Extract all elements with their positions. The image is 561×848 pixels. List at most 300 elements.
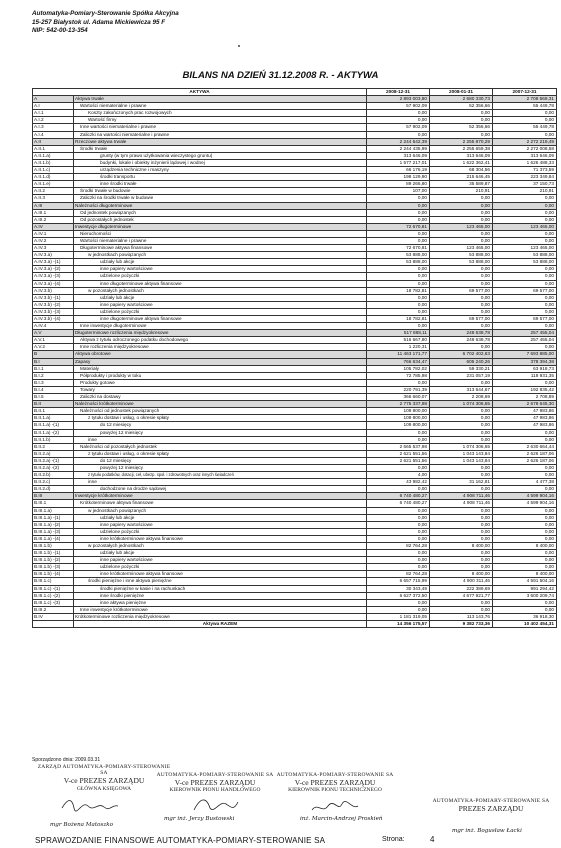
table-row [33,131,557,138]
row-value-2008-12-31: 0,00 [367,436,430,443]
row-code: A.II.1.e) [33,181,74,188]
row-label: Inne inwestycje krótkoterminowe [74,606,367,613]
row-value-2008-12-31: 2 244 542,39 [367,138,430,145]
row-value-2008-12-31: 0,00 [367,202,430,209]
row-value-2007-12-31: 0,00 [493,557,557,564]
row-label: Rzeczowe aktywa trwałe [74,138,367,145]
row-value-2008-01-31: 248 638,78 [430,330,493,337]
row-label: Inne rozliczenia międzyokresowe [74,344,367,351]
row-value-2007-12-31: 0,00 [493,486,557,493]
row-value-2007-12-31: 123 465,00 [493,245,557,252]
row-label: udzielone pożyczki [74,528,367,535]
row-value-2008-01-31: 123 465,00 [430,223,493,230]
row-value-2008-12-31: 57 902,09 [367,124,430,131]
row-code: B.III.1.a) -(3) [33,528,74,535]
row-value-2007-12-31: 4 599 904,16 [493,500,557,507]
scan-speck [238,45,240,47]
row-value-2007-12-31: 63 918,73 [493,365,557,372]
row-label: inne [74,436,367,443]
row-value-2008-01-31: 6 702 402,63 [430,351,493,358]
signature-far-name: mgr inż. Bogusław Łacki [452,828,522,834]
row-label: Zaliczki na dostawy [74,394,367,401]
row-value-2008-12-31: 0,00 [367,550,430,557]
row-value-2008-01-31: 9 382 733,36 [430,621,493,628]
row-label: do 12 miesięcy [74,422,367,429]
row-code: B.II.2 [33,443,74,450]
row-value-2008-12-31: 0,00 [367,110,430,117]
row-value-2008-01-31: 0,00 [430,464,493,471]
signature-left-scribble [60,796,120,814]
row-value-2007-12-31: 0,00 [493,308,557,315]
row-code: A.IV.1 [33,230,74,237]
table-row [33,415,557,422]
row-code: A.V.2 [33,344,74,351]
table-row [33,330,557,337]
row-value-2008-12-31: 198 129,90 [367,174,430,181]
row-label: inne papiery wartościowe [74,266,367,273]
row-label: inne papiery wartościowe [74,301,367,308]
row-value-2007-12-31: 0,00 [493,379,557,386]
row-value-2008-12-31: 0,00 [367,599,430,606]
row-label: Półprodukty i produkty w toku [74,372,367,379]
row-label: w jednostkach powiązanych [74,507,367,514]
row-label: Krótkoterminowe aktywa finansowe [74,500,367,507]
row-label: Należności krótkoterminowe [74,401,367,408]
row-value-2008-01-31: 1 043 143,84 [430,457,493,464]
row-value-2008-01-31: 0,00 [430,514,493,521]
table-row [33,195,557,202]
row-value-2007-12-31: 118 931,35 [493,372,557,379]
row-value-2008-12-31: 0,00 [367,280,430,287]
row-code [33,621,74,628]
row-code: A.I.4 [33,131,74,138]
row-value-2008-12-31: 2 621 551,56 [367,450,430,457]
row-value-2008-01-31: 0,00 [430,486,493,493]
row-code: B.III.1 [33,500,74,507]
row-value-2008-12-31: 1 181 319,05 [367,613,430,620]
row-code: B.II.2.b) [33,472,74,479]
document-title: BILANS NA DZIEŃ 31.12.2008 R. - AKTYWA [182,70,379,81]
table-row [33,110,557,117]
row-value-2007-12-31: 2 272 219,49 [493,138,557,145]
table-row [33,145,557,152]
row-value-2008-01-31: 0,00 [430,294,493,301]
row-code: B.III.1.b) -(4) [33,571,74,578]
row-value-2008-01-31: 52 356,66 [430,124,493,131]
row-label: środki transportu [74,174,367,181]
row-code: B.I.5 [33,394,74,401]
row-value-2007-12-31: 0,00 [493,131,557,138]
table-row [33,457,557,464]
row-label: w pozostałych jednostkach [74,287,367,294]
row-value-2007-12-31: 71 373,59 [493,167,557,174]
row-code: A.IV.3.a) -(4) [33,280,74,287]
table-row [33,479,557,486]
table-row [33,159,557,166]
row-value-2008-01-31: 2 208,69 [430,394,493,401]
row-code: A.IV.3.b) [33,287,74,294]
row-value-2008-12-31: 0,00 [367,557,430,564]
row-value-2008-01-31: 0,00 [430,131,493,138]
signature-right-scribble [310,800,360,816]
row-value-2008-01-31: 1 043 143,84 [430,450,493,457]
row-value-2008-01-31: 4 900 311,46 [430,578,493,585]
row-code: B.III.1.b) -(1) [33,550,74,557]
row-value-2008-12-31: 72 670,81 [367,223,430,230]
row-value-2008-01-31: 0,00 [430,273,493,280]
row-label: urządzenia techniczne i maszyny [74,167,367,174]
row-value-2007-12-31: 69 577,00 [493,287,557,294]
row-code: B.III.1.b) -(2) [33,557,74,564]
row-label: udziały lub akcje [74,259,367,266]
table-row [33,606,557,613]
row-code: B.III.2 [33,606,74,613]
row-label: Produkty gotowe [74,379,367,386]
row-value-2007-12-31: 0,00 [493,535,557,542]
row-label: środki pieniężne i inne aktywa pieniężne [74,578,367,585]
row-label: Inne inwestycje długoterminowe [74,323,367,330]
row-value-2007-12-31: 0,00 [493,110,557,117]
row-value-2008-01-31: 52 356,66 [430,103,493,110]
row-code: B.II.2.a) [33,450,74,457]
row-label: inne papiery wartościowe [74,521,367,528]
row-code: B.III.1.a) -(4) [33,535,74,542]
row-code: A.IV.3.b) -(3) [33,308,74,315]
page-label: Strona: [382,836,405,843]
row-value-2007-12-31: 0,00 [493,528,557,535]
row-value-2008-12-31: 0,00 [367,564,430,571]
table-row [33,543,557,550]
stamp-right-line3: KIEROWNIK PIONU TECHNICZNEGO [288,787,382,793]
row-label: inne krótkoterminowe aktywa finansowe [74,571,367,578]
row-value-2007-12-31: 0,00 [493,209,557,216]
table-row [33,152,557,159]
row-label: budynki, lokale i obiekty inżynierii lądowej i wodnej [74,159,367,166]
row-value-2008-12-31: 6 627 372,50 [367,592,430,599]
row-value-2007-12-31: 4 599 904,16 [493,493,557,500]
row-value-2007-12-31: 0,00 [493,550,557,557]
row-value-2008-01-31: 113 143,76 [430,613,493,620]
row-label: inne długoterminowe aktywa finansowe [74,280,367,287]
row-code: A.I.1 [33,110,74,117]
row-value-2008-01-31: 0,00 [430,216,493,223]
row-value-2008-12-31: 0,00 [367,216,430,223]
row-value-2007-12-31: 2 678 645,30 [493,401,557,408]
row-label: Towary [74,386,367,393]
signature-middle-scribble [190,794,240,816]
row-value-2007-12-31: 0,00 [493,237,557,244]
row-value-2007-12-31: 1 626 488,33 [493,159,557,166]
signature-left-name: mgr Bożena Matoszko [50,822,114,828]
row-value-2007-12-31: 0,00 [493,202,557,209]
row-value-2007-12-31: 0,00 [493,230,557,237]
row-label: powyżej 12 miesięcy [74,429,367,436]
table-row [33,429,557,436]
row-value-2007-12-31: 2 630 664,44 [493,443,557,450]
row-value-2007-12-31: 10 402 454,31 [493,621,557,628]
row-value-2008-01-31: 0,00 [430,472,493,479]
table-row [33,216,557,223]
row-value-2007-12-31: 8 400,00 [493,571,557,578]
row-value-2007-12-31: 4 591 504,16 [493,578,557,585]
row-label: Koszty zakończonych prac rozwojowych [74,110,367,117]
row-value-2008-01-31: 35 589,87 [430,181,493,188]
row-code: A.II.1.d) [33,174,74,181]
row-code: A.IV [33,223,74,230]
row-value-2008-12-31: 0,00 [367,535,430,542]
row-value-2008-01-31: 0,00 [430,110,493,117]
table-row [33,372,557,379]
row-label: Długoterminowe rozliczenia międzyokresowe [74,330,367,337]
row-value-2008-12-31: 0,00 [367,195,430,202]
row-value-2007-12-31: 0,00 [493,429,557,436]
row-value-2008-12-31: 4,00 [367,472,430,479]
row-code: A.II.1.c) [33,167,74,174]
row-value-2008-12-31: 0,00 [367,273,430,280]
row-label: Od pozostałych jednostek [74,216,367,223]
row-value-2007-12-31: 0,00 [493,507,557,514]
row-code: B [33,351,74,358]
row-label: Środki trwałe [74,145,367,152]
company-name: Automatyka-Pomiary-Sterowanie Spółka Akcyjna [32,10,179,17]
row-label: Aktywa z tytułu odroczonego podatku dochodowego [74,337,367,344]
row-value-2008-12-31: 18 782,81 [367,287,430,294]
row-value-2008-12-31: 2 665 537,98 [367,443,430,450]
row-code: B.II.2.d) [33,486,74,493]
row-value-2007-12-31: 0,00 [493,606,557,613]
row-code: A.IV.3 [33,245,74,252]
row-value-2007-12-31: 192 835,42 [493,386,557,393]
row-value-2008-01-31: 0,00 [430,415,493,422]
row-label: inne środki trwałe [74,181,367,188]
table-row [33,316,557,323]
row-value-2008-01-31: 313 646,09 [430,152,493,159]
row-code: B.I.3 [33,379,74,386]
row-value-2007-12-31: 0,00 [493,464,557,471]
row-label: z tytułu podatków, dotacji, ceł, ubezp. społ. i zdrowotnych oraz innych świadczeń [74,472,367,479]
row-value-2007-12-31: 2 272 008,58 [493,145,557,152]
stamp-far-line1: AUTOMATYKA-POMIARY-STEROWANIE SA [432,798,550,804]
row-value-2008-01-31: 0,00 [430,379,493,386]
row-value-2007-12-31: 378 394,38 [493,358,557,365]
row-value-2007-12-31: 0,00 [493,521,557,528]
row-value-2008-12-31: 57 902,09 [367,103,430,110]
table-row [33,358,557,365]
row-value-2008-12-31: 0,00 [367,301,430,308]
row-label: powyżej 12 miesięcy [74,464,367,471]
row-label: Należności długoterminowe [74,202,367,209]
header-col-3: 2007-12-31 [493,89,557,96]
row-value-2008-01-31: 0,00 [430,436,493,443]
row-code: B.III [33,493,74,500]
prepared-date: Sporządzono dnia: 2009.03.31 [32,757,101,763]
table-row [33,599,557,606]
row-value-2008-01-31: 31 162,81 [430,479,493,486]
row-value-2008-12-31: 82 764,28 [367,571,430,578]
table-row [33,301,557,308]
header-col-1: 2008-12-31 [367,89,430,96]
row-value-2008-01-31: 0,00 [430,117,493,124]
signature-right-name: inż. Marcin-Andrzej Proskień [300,816,383,822]
row-value-2008-12-31: 0,00 [367,237,430,244]
row-value-2008-12-31: 18 782,81 [367,316,430,323]
row-label: Wartość firmy [74,117,367,124]
row-value-2008-12-31: 0,00 [367,528,430,535]
row-value-2008-12-31: 0,00 [367,308,430,315]
row-label: z tytułu dostaw i usług, o okresie spłaty [74,415,367,422]
row-value-2007-12-31: 4 477,38 [493,479,557,486]
table-row [33,528,557,535]
row-value-2008-01-31: 0,00 [430,422,493,429]
row-label: inne środki pieniężne [74,592,367,599]
row-value-2008-12-31: 2 775 337,98 [367,401,430,408]
row-value-2008-01-31: 4 677 921,77 [430,592,493,599]
stamp-right-line2: V-ce PREZES ZARZĄDU [294,778,376,787]
table-row [33,401,557,408]
row-value-2008-01-31: 0,00 [430,195,493,202]
row-label: Środki trwałe w budowie [74,188,367,195]
table-row [33,117,557,124]
table-row [33,613,557,620]
row-value-2008-12-31: 0,00 [367,606,430,613]
row-value-2008-01-31: 0,00 [430,344,493,351]
row-value-2008-12-31: 14 356 175,57 [367,621,430,628]
row-value-2007-12-31: 55 449,78 [493,103,557,110]
row-value-2008-01-31: 0,00 [430,429,493,436]
row-value-2008-01-31: 53 888,00 [430,259,493,266]
row-value-2008-12-31: 0,00 [367,117,430,124]
row-value-2008-12-31: 43 982,42 [367,479,430,486]
row-value-2007-12-31: 36 918,30 [493,613,557,620]
row-value-2008-12-31: 6 657 715,99 [367,578,430,585]
row-value-2008-12-31: 2 893 003,80 [367,96,430,103]
stamp-far-line2: PREZES ZARZĄDU [458,804,524,813]
row-value-2008-01-31: 68 304,56 [430,167,493,174]
table-row [33,245,557,252]
row-value-2008-12-31: 0,00 [367,464,430,471]
row-code: B.II.2.c) [33,479,74,486]
row-value-2008-12-31: 30 343,49 [367,585,430,592]
table-row [33,202,557,209]
row-value-2008-12-31: 766 634,47 [367,358,430,365]
balance-table-body [33,89,557,628]
row-value-2008-12-31: 0,00 [367,507,430,514]
header-label: AKTYWA [33,89,367,96]
row-code: A.IV.3.a) -(3) [33,273,74,280]
row-code: A.V.1 [33,337,74,344]
row-value-2008-01-31: 1 622 362,41 [430,159,493,166]
row-value-2008-12-31: 0,00 [367,429,430,436]
table-row [33,592,557,599]
row-label: Zapasy [74,358,367,365]
row-code: B.III.1.c) -(2) [33,592,74,599]
row-value-2008-01-31: 0,00 [430,550,493,557]
table-row [33,344,557,351]
row-code: B.III.1.b) -(3) [33,564,74,571]
row-value-2007-12-31: 47 983,86 [493,422,557,429]
row-code: A.IV.3.a) -(2) [33,266,74,273]
row-code: A.III [33,202,74,209]
row-label: inne długoterminowe aktywa finansowe [74,316,367,323]
table-row [33,237,557,244]
row-code: A.I.3 [33,124,74,131]
row-code: A.III.1 [33,209,74,216]
row-code: B.I.2 [33,372,74,379]
table-header-row [33,89,557,96]
company-address: 15-257 Białystok ul. Adama Mickiewicza 95 F [32,18,166,26]
row-code: A [33,96,74,103]
report-footer-title: SPRAWOZDANIE FINANSOWE AUTOMATYKA-POMIARY-STEROWANIE SA [35,836,326,845]
row-value-2008-01-31: 0,00 [430,237,493,244]
row-value-2008-12-31: 72 670,81 [367,245,430,252]
table-row [33,365,557,372]
table-row [33,585,557,592]
row-value-2008-12-31: 53 888,00 [367,252,430,259]
row-value-2007-12-31: 7 693 885,00 [493,351,557,358]
table-row [33,557,557,564]
row-code: A.IV.2 [33,237,74,244]
row-value-2008-12-31: 0,00 [367,514,430,521]
row-value-2007-12-31: 55 449,78 [493,124,557,131]
row-label: udzielone pożyczki [74,308,367,315]
row-value-2007-12-31: 0,00 [493,436,557,443]
table-row [33,379,557,386]
row-code: B.II.1.a) -(1) [33,422,74,429]
row-label: Nieruchomości [74,230,367,237]
table-row [33,337,557,344]
row-value-2008-01-31: 4 908 711,46 [430,500,493,507]
row-value-2007-12-31: 69 577,00 [493,316,557,323]
table-row [33,472,557,479]
table-row [33,500,557,507]
row-value-2007-12-31: 37 150,73 [493,181,557,188]
row-value-2007-12-31: 8 400,00 [493,543,557,550]
stamp-middle-line1: AUTOMATYKA-POMIARY-STEROWANIE SA [156,772,274,778]
row-value-2007-12-31: 0,00 [493,273,557,280]
row-value-2008-01-31: 0,00 [430,230,493,237]
table-row [33,493,557,500]
table-row [33,230,557,237]
row-value-2008-12-31: 53 888,00 [367,259,430,266]
row-label: Aktywa RAZEM [74,621,367,628]
row-value-2008-12-31: 220 791,39 [367,386,430,393]
table-row [33,351,557,358]
row-label: inne krótkoterminowe aktywa finansowe [74,535,367,542]
table-row [33,223,557,230]
table-row [33,408,557,415]
row-value-2007-12-31: 0,00 [493,514,557,521]
row-code: A.IV.4 [33,323,74,330]
row-value-2008-12-31: 109 800,00 [367,415,430,422]
row-value-2007-12-31: 2 708 569,31 [493,96,557,103]
row-code: A.II.2 [33,188,74,195]
table-row [33,464,557,471]
stamp-middle-line3: KIEROWNIK PIONU HANDLOWEGO [169,787,261,793]
row-value-2007-12-31: 0,00 [493,294,557,301]
row-value-2008-01-31: 4 908 711,46 [430,493,493,500]
row-value-2007-12-31: 0,00 [493,280,557,287]
row-value-2007-12-31: 53 888,00 [493,259,557,266]
stamp-middle-line2: V-ce PREZES ZARZĄDU [174,778,256,787]
row-code: A.II.3 [33,195,74,202]
row-label: Aktywa obrotowe [74,351,367,358]
row-value-2007-12-31: 0,00 [493,564,557,571]
row-code: A.I [33,103,74,110]
table-row [33,436,557,443]
row-value-2008-12-31: 109 800,00 [367,408,430,415]
header-col-2: 2008-01-31 [430,89,493,96]
row-value-2008-12-31: 0,00 [367,486,430,493]
